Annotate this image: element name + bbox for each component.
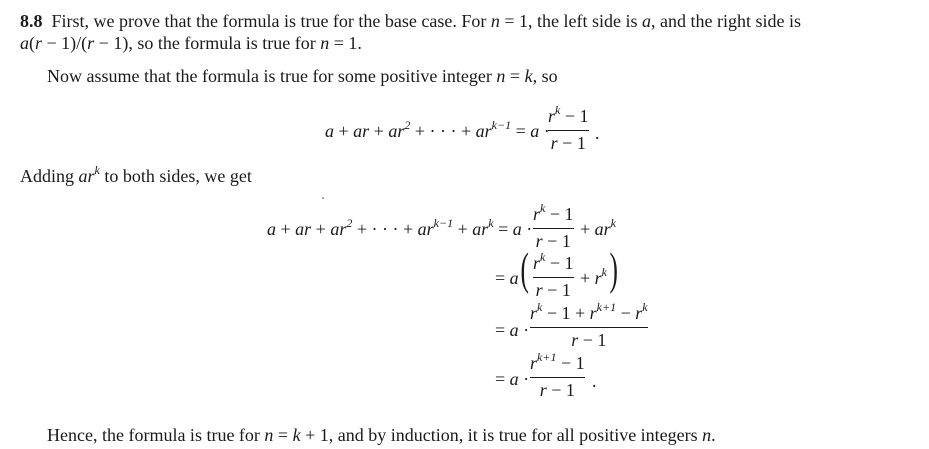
step4-period: .	[592, 371, 597, 391]
adding-text: Adding $ar^k$ to both sides, we get	[20, 163, 252, 186]
step1-tail: + $ar^k$	[580, 216, 616, 239]
step1-numerator: $r^k - 1$	[533, 201, 574, 224]
problem-number: 8.8	[20, 11, 43, 31]
step1-fraction-bar	[533, 228, 574, 229]
step2-left-paren: (	[520, 243, 529, 294]
eq1-numerator: $r^k - 1$	[548, 103, 589, 126]
step3-fraction-bar	[530, 327, 648, 328]
step4-denominator: r − 1	[539, 380, 575, 400]
step4-fraction-bar	[530, 377, 585, 378]
eq1-period: .	[595, 123, 600, 143]
eq1-fraction-bar	[548, 130, 589, 131]
conclusion: Hence, the formula is true for n = k + 1, and by induction, it is true for all positive integers n.	[47, 425, 716, 445]
eq1-lhs: a + ar + $ar^2$ + · · · + $ar^{k-1} = a$ ·	[325, 118, 550, 141]
step2-fraction	[533, 252, 574, 301]
step2-denominator: r − 1	[535, 280, 571, 300]
intro-line-1: 8.8 First, we prove that the formula is true for the base case. For n = 1, the left side is a, and the right side is	[20, 11, 801, 31]
step3-fraction	[530, 302, 648, 351]
step2-tail: + $r^k$	[580, 265, 607, 288]
step2-numerator: $r^k - 1$	[533, 250, 574, 273]
step3-numerator: $r^k - 1 + r^{k+1} - r^k$	[530, 300, 648, 323]
step2-lead: = a	[495, 268, 519, 288]
step1-denominator: r − 1	[535, 231, 571, 251]
step1-fraction	[533, 203, 574, 252]
step2-right-paren: )	[609, 243, 618, 294]
stray-dot	[322, 197, 324, 199]
intro-line-2: a(r − 1)/(r − 1), so the formula is true for n = 1.	[20, 33, 362, 53]
step2-fraction-bar	[533, 277, 574, 278]
step3-denominator: r − 1	[571, 330, 607, 350]
step4-numerator: $r^{k+1} - 1$	[530, 350, 585, 373]
step3-lead: = a ·	[495, 320, 530, 340]
eq1-fraction	[548, 105, 589, 154]
step4-fraction	[530, 352, 585, 401]
step1-lhs: a + ar + $ar^2$ + · · · + $ar^{k-1} + ar^k = a$ ·	[267, 216, 533, 239]
step4-lead: = a ·	[495, 369, 530, 389]
assume-text: Now assume that the formula is true for some positive integer n = k, so	[47, 66, 558, 86]
eq1-denominator: r − 1	[550, 133, 586, 153]
